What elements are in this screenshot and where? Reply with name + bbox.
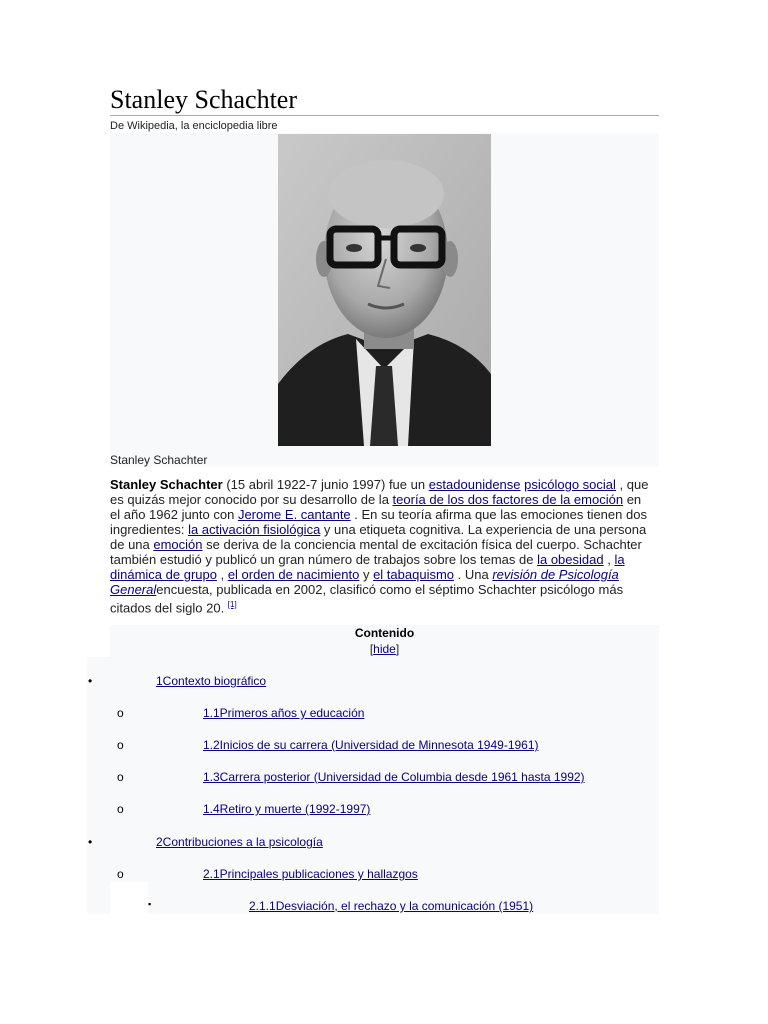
toc-hide-wrapper: [110, 642, 659, 656]
toc-bullet: o: [117, 802, 124, 816]
lead-text: se deriva de la conciencia mental de excitación física del cuerpo. Schachter también estudió y publicó un gran número de trabajos sobre los temas de: [110, 537, 642, 567]
link-psicologo-social[interactable]: psicólogo social: [524, 477, 616, 492]
toc-bullet: o: [117, 706, 124, 720]
lead-text: y una etiqueta cognitiva. La experiencia de una persona de una: [110, 522, 647, 552]
link-dinamica-grupo[interactable]: la dinámica de grupo: [110, 552, 625, 582]
lead-text: . Una: [454, 567, 493, 582]
link-teoria-dos-factores[interactable]: teoría de los dos factores de la emoción: [392, 492, 624, 507]
lead-text: encuesta, publicada en 2002, clasificó como el séptimo Schachter psicólogo más citados del siglo 20.: [110, 582, 624, 616]
toc-item-2-1-1[interactable]: 2.1.1Desviación, el rechazo y la comunicación (1951): [249, 899, 534, 913]
toc-item-2[interactable]: 2Contribuciones a la psicología: [156, 835, 323, 849]
toc-hide-link[interactable]: hide: [373, 642, 396, 656]
lead-text: ,: [216, 567, 228, 582]
lead-text: y: [359, 567, 374, 582]
toc-bullet: ▪: [148, 899, 152, 909]
toc-item-1-1[interactable]: 1.1Primeros años y educación: [203, 706, 365, 720]
toc-item-2-1[interactable]: 2.1Principales publicaciones y hallazgos: [203, 867, 418, 881]
toc-bracket: [: [369, 642, 374, 656]
lead-text: en el año 1962 junto con: [110, 492, 642, 522]
portrait-image[interactable]: [278, 134, 491, 446]
toc-indent: [87, 657, 110, 914]
lead-paragraph: [110, 477, 650, 615]
toc-bullet: o: [117, 770, 124, 784]
lead-text: (15 abril 1922-7 junio 1997) fue un: [222, 477, 429, 492]
toc-bullet: o: [117, 738, 124, 752]
page-title: Stanley Schachter: [110, 84, 659, 116]
link-estadounidense[interactable]: estadounidense: [428, 477, 521, 492]
image-caption: Stanley Schachter: [110, 453, 208, 467]
reference-link[interactable]: [1]: [227, 600, 237, 609]
lead-text: ,: [603, 552, 615, 567]
subject-name: Stanley Schachter: [110, 477, 223, 492]
toc-indent-gap: [110, 882, 148, 914]
link-orden-nacimiento[interactable]: el orden de nacimiento: [227, 567, 360, 582]
toc-bullet: •: [88, 674, 93, 688]
link-obesidad[interactable]: la obesidad: [537, 552, 604, 567]
toc-bracket: ]: [395, 642, 400, 656]
toc-title: Contenido: [354, 626, 415, 640]
link-tabaquismo[interactable]: el tabaquismo: [373, 567, 455, 582]
toc-item-1[interactable]: 1Contexto biográfico: [156, 674, 267, 688]
toc-item-1-3[interactable]: 1.3Carrera posterior (Universidad de Columbia desde 1961 hasta 1992): [203, 770, 585, 784]
toc-bullet: •: [88, 835, 93, 849]
link-emocion[interactable]: emoción: [153, 537, 203, 552]
lead-text: . En su teoría afirma que las emociones tienen dos ingredientes:: [110, 507, 647, 537]
link-jerome-cantante[interactable]: Jerome E. cantante: [237, 507, 351, 522]
toc-item-1-4[interactable]: 1.4Retiro y muerte (1992-1997): [203, 802, 371, 816]
page-subtitle: De Wikipedia, la enciclopedia libre: [110, 120, 278, 132]
toc-bullet: o: [117, 867, 124, 881]
toc-item-1-2[interactable]: 1.2Inicios de su carrera (Universidad de Minnesota 1949-1961): [203, 738, 539, 752]
portrait-illustration: [278, 134, 491, 446]
link-revision-psicologia[interactable]: revisión de Psicología General: [110, 567, 619, 597]
link-activacion-fisiologica[interactable]: la activación fisiológica: [188, 522, 321, 537]
lead-text: , que es quizás mejor conocido por su desarrollo de la: [110, 477, 649, 507]
